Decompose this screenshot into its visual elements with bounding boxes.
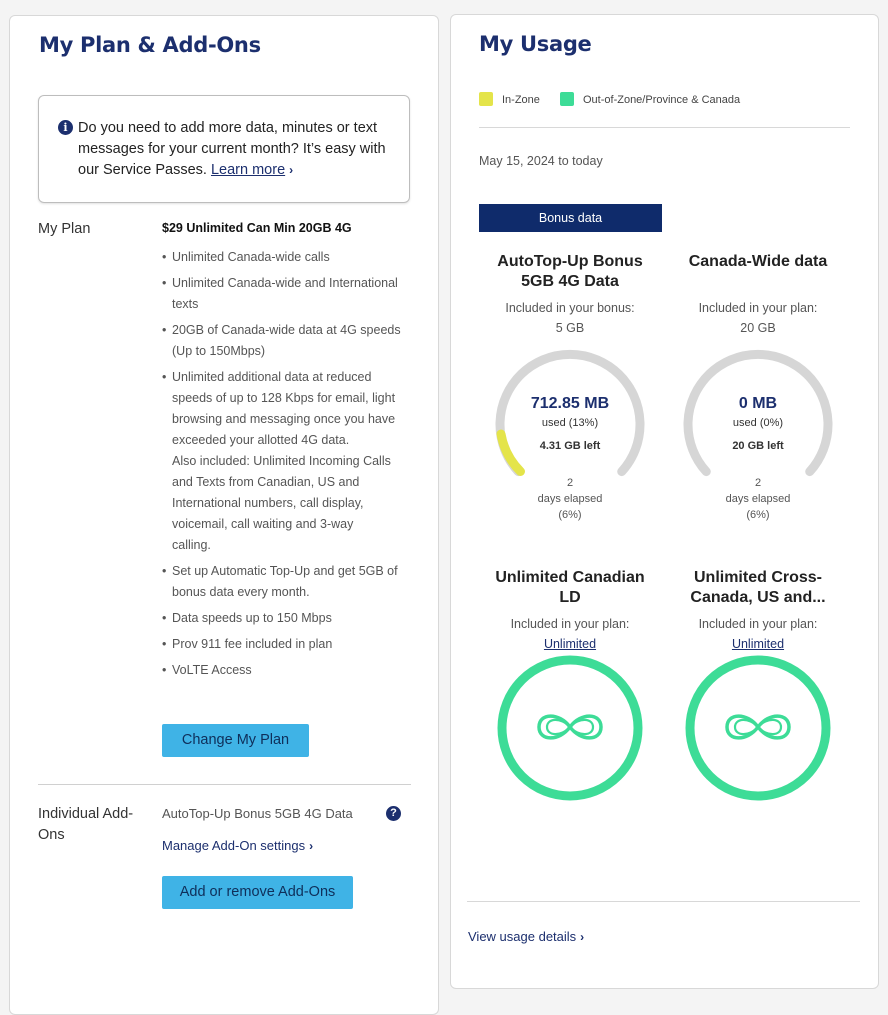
date-range: May 15, 2024 to today	[479, 154, 603, 168]
chevron-right-icon: ›	[309, 839, 314, 853]
plan-features-list	[162, 247, 402, 686]
my-plan-label: My Plan	[38, 221, 91, 237]
used-percent: used (0%)	[732, 417, 784, 429]
card-included-label: Included in your bonus:	[505, 301, 635, 315]
chevron-right-icon: ›	[580, 930, 585, 944]
remaining-amount: 20 GB left	[732, 440, 784, 452]
usage-card-bonus	[490, 252, 650, 338]
card-title: Canada-Wide data	[688, 253, 828, 270]
legend-swatch	[560, 92, 574, 106]
days-elapsed: 2 days elapsed (6%)	[537, 477, 603, 521]
learn-more-link[interactable]: Learn more	[210, 162, 286, 178]
plan-panel-title: My Plan & Add-Ons	[39, 33, 261, 57]
card-title: AutoTop-Up Bonus 5GB 4G Data	[497, 253, 643, 290]
days-elapsed: 2 days elapsed (6%)	[725, 477, 791, 521]
legend-item-in-zone: In-Zone	[479, 92, 540, 106]
usage-card-canadian-ld	[490, 568, 650, 654]
unlimited-ring	[497, 655, 643, 801]
card-amount-link[interactable]: Unlimited	[731, 637, 785, 651]
list-item: • Unlimited Canada-wide and International texts	[162, 273, 402, 315]
used-amount: 712.85 MB	[530, 395, 610, 412]
list-item: • VoLTE Access	[162, 660, 402, 681]
add-remove-addons-button[interactable]: Add or remove Add-Ons	[162, 876, 353, 909]
info-icon: i	[58, 120, 73, 135]
usage-panel-title: My Usage	[479, 32, 592, 56]
card-included-label: Included in your plan:	[510, 617, 630, 631]
list-item: • Set up Automatic Top-Up and get 5GB of bonus data every month.	[162, 561, 402, 603]
card-included-label: Included in your plan:	[698, 301, 818, 315]
legend-item-out-of-zone: Out-of-Zone/Province & Canada	[560, 92, 740, 106]
card-amount: 5 GB	[555, 321, 585, 335]
list-item: • Data speeds up to 150 Mbps	[162, 608, 402, 629]
usage-gauge-canada-wide	[678, 340, 838, 521]
card-title: Unlimited Canadian LD	[495, 569, 645, 606]
usage-panel	[450, 14, 879, 989]
service-pass-info-box	[38, 95, 410, 203]
card-amount-link[interactable]: Unlimited	[543, 637, 597, 651]
tab-bonus-data[interactable]: Bonus data	[479, 204, 662, 232]
divider	[38, 784, 411, 785]
divider	[467, 901, 860, 902]
infinity-icon	[727, 716, 789, 738]
remaining-amount: 4.31 GB left	[539, 440, 601, 452]
used-amount: 0 MB	[738, 395, 778, 412]
unlimited-ring	[685, 655, 831, 801]
addon-item: AutoTop-Up Bonus 5GB 4G Data	[162, 806, 353, 821]
list-item: • Unlimited Canada-wide calls	[162, 247, 402, 268]
usage-gauge-bonus	[490, 340, 650, 521]
card-amount: 20 GB	[740, 321, 776, 335]
list-item: Also included: Unlimited Incoming Calls and Texts from Canadian, US and International numbers, call display, voicemail, call waiting and 3-way calling.	[172, 454, 391, 552]
plan-name: $29 Unlimited Can Min 20GB 4G	[162, 221, 352, 235]
card-title: Unlimited Cross-Canada, US and...	[690, 569, 826, 606]
card-included-label: Included in your plan:	[698, 617, 818, 631]
view-usage-details-link[interactable]: View usage details ›	[468, 929, 585, 944]
info-text: Do you need to add more data, minutes or text messages for your current month? It’s easy with our Service Passes. Learn more ›	[78, 118, 388, 181]
list-item: • 20GB of Canada-wide data at 4G speeds (Up to 150Mbps)	[162, 320, 402, 362]
usage-card-canada-wide	[678, 252, 838, 338]
used-percent: used (13%)	[541, 417, 599, 429]
manage-addons-link[interactable]: Manage Add-On settings ›	[162, 838, 314, 853]
chevron-right-icon: ›	[289, 163, 294, 177]
infinity-icon	[539, 716, 601, 738]
divider	[479, 127, 850, 128]
help-icon[interactable]: ?	[386, 806, 401, 821]
legend-swatch	[479, 92, 493, 106]
change-plan-button[interactable]: Change My Plan	[162, 724, 309, 757]
list-item: • Unlimited additional data at reduced speeds of up to 128 Kbps for email, light browsing and messaging once you have exceeded your allotted 4G data.	[162, 367, 402, 451]
usage-card-cross-canada	[678, 568, 838, 654]
plan-panel	[9, 15, 439, 1015]
list-item: • Prov 911 fee included in plan	[162, 634, 402, 655]
individual-addons-label: Individual Add-Ons	[38, 806, 134, 843]
